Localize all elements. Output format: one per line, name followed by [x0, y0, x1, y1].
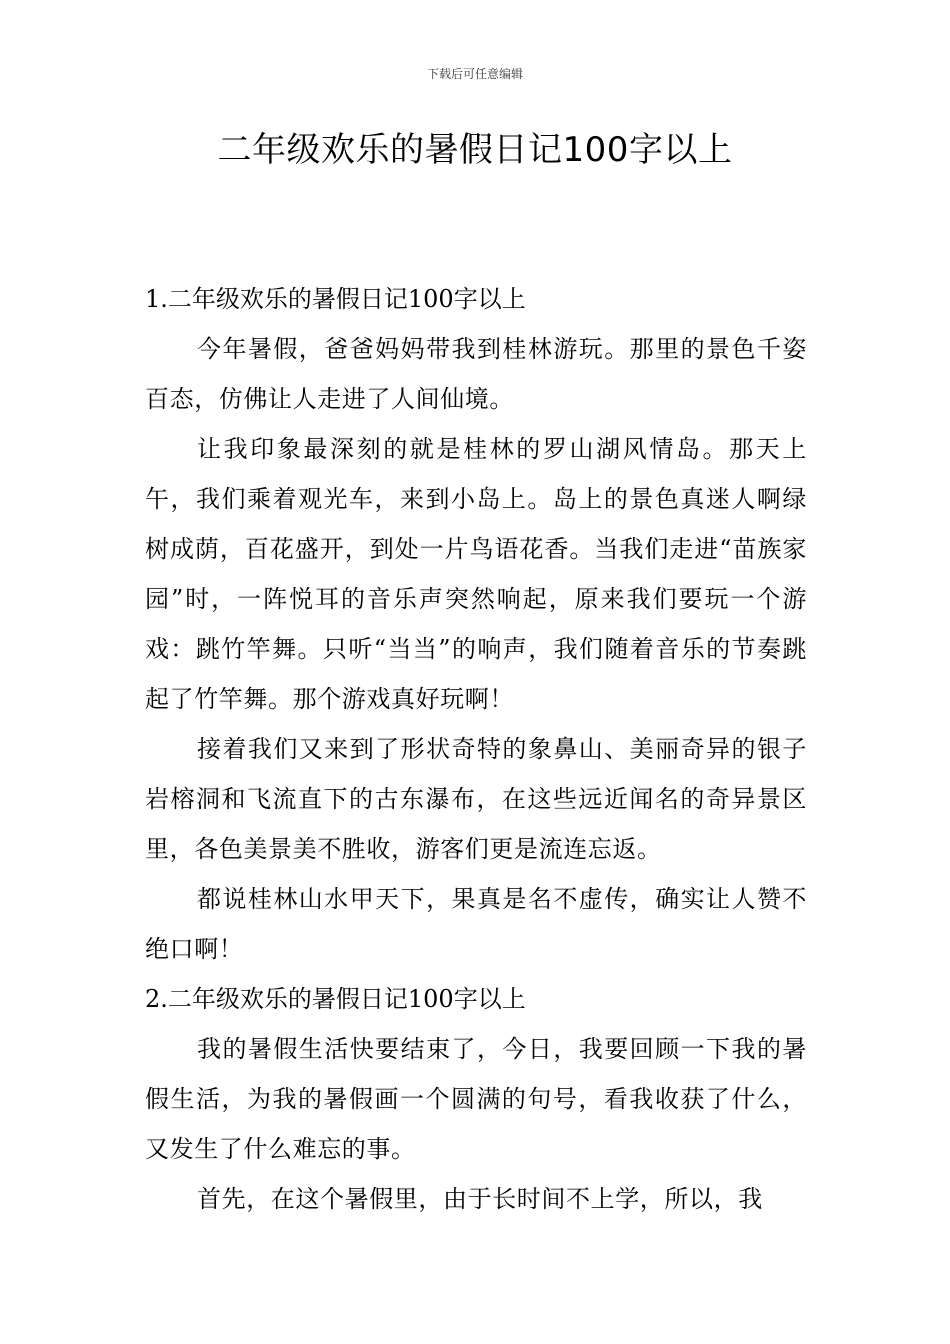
section-heading-1: 1.二年级欢乐的暑假日记100字以上: [145, 285, 526, 313]
document-body: [145, 274, 807, 1224]
section-heading-2: 2.二年级欢乐的暑假日记100字以上: [145, 985, 526, 1013]
header-note: 下载后可任意编辑: [426, 67, 523, 81]
paragraph: 让我印象最深刻的就是桂林的罗山湖风情岛。那天上午，我们乘着观光车，来到小岛上。岛上的景色真迷人啊绿树成荫，百花盛开，到处一片鸟语花香。当我们走进“苗族家园”时，一阵悦耳的音乐声突然响起，原来我们要玩一个游戏：跳竹竿舞。只听“当当”的响声，我们随着音乐的节奏跳起了竹竿舞。那个游戏真好玩啊！: [145, 435, 807, 713]
document-title: 二年级欢乐的暑假日记100字以上: [217, 130, 733, 170]
paragraph: 首先，在这个暑假里，由于长时间不上学，所以，我: [197, 1185, 763, 1213]
paragraph: 今年暑假，爸爸妈妈带我到桂林游玩。那里的景色千姿百态，仿佛让人走进了人间仙境。: [145, 335, 807, 413]
paragraph: 接着我们又来到了形状奇特的象鼻山、美丽奇异的银子岩榕洞和飞流直下的古东瀑布，在这些远近闻名的奇异景区里，各色美景美不胜收，游客们更是流连忘返。: [145, 735, 807, 863]
paragraph: 都说桂林山水甲天下，果真是名不虚传，确实让人赞不绝口啊！: [145, 885, 807, 963]
paragraph: 我的暑假生活快要结束了，今日，我要回顾一下我的暑假生活，为我的暑假画一个圆满的句号，看我收获了什么，又发生了什么难忘的事。: [145, 1035, 807, 1163]
